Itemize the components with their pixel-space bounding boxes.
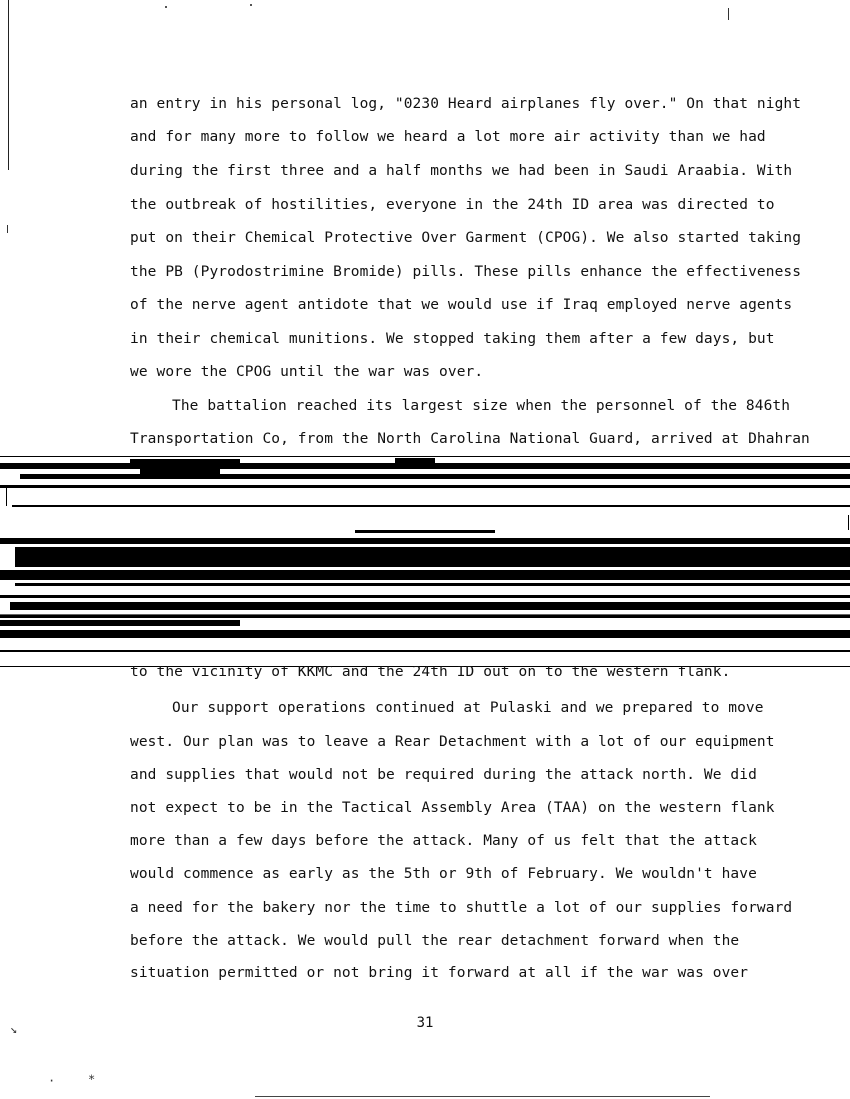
- scan-mark: [728, 8, 729, 20]
- text-line: during the first three and a half months we had been in Saudi Araabia. With: [130, 163, 793, 179]
- text-line: before the attack. We would pull the rear detachment forward when the: [130, 933, 740, 949]
- text-line: the PB (Pyrodostrimine Bromide) pills. These pills enhance the effectiveness: [130, 264, 802, 280]
- scan-speck: [250, 4, 252, 6]
- scan-corner-mark: ↘: [10, 1022, 18, 1036]
- body-text-partial: [130, 666, 790, 684]
- text-line: west. Our plan was to leave a Rear Detachment with a lot of our equipment: [130, 734, 775, 750]
- paragraph-start-line: The battalion reached its largest size when the personnel of the 846th: [172, 398, 791, 414]
- text-line: Transportation Co, from the North Carolina National Guard, arrived at Dhahran: [130, 431, 810, 447]
- page-number: 31: [416, 1015, 434, 1031]
- text-line: put on their Chemical Protective Over Garment (CPOG). We also started taking: [130, 230, 802, 246]
- scan-speck: ∗: [88, 1070, 96, 1084]
- text-line: more than a few days before the attack. Many of us felt that the attack: [130, 833, 757, 849]
- text-line: of the nerve agent antidote that we would use if Iraq employed nerve agents: [130, 297, 793, 313]
- text-line: an entry in his personal log, "0230 Heard airplanes fly over." On that night: [130, 96, 802, 112]
- text-line: and for many more to follow we heard a lot more air activity than we had: [130, 129, 766, 145]
- text-line: not expect to be in the Tactical Assembly Area (TAA) on the western flank: [130, 800, 775, 816]
- text-line: we wore the CPOG until the war was over.: [130, 364, 484, 380]
- text-line: would commence as early as the 5th or 9th of February. We wouldn't have: [130, 866, 757, 882]
- text-line: a need for the bakery nor the time to shuttle a lot of our supplies forward: [130, 900, 793, 916]
- scan-speck: [165, 6, 167, 8]
- text-line: and supplies that would not be required during the attack north. We did: [130, 767, 757, 783]
- scan-margin-line: [8, 0, 9, 170]
- text-line: situation permitted or not bring it forward at all if the war was over: [130, 965, 749, 981]
- scan-speck: ·: [48, 1074, 56, 1088]
- text-line: the outbreak of hostilities, everyone in the 24th ID area was directed to: [130, 197, 775, 213]
- text-line-cut: to the vicinity of KKMC and the 24th ID out on to the western flank.: [130, 666, 731, 680]
- paragraph-start-line: Our support operations continued at Pulaski and we prepared to move: [172, 700, 764, 716]
- scan-margin-tick: [7, 225, 8, 233]
- scan-bottom-rule: [255, 1096, 710, 1097]
- text-line: in their chemical munitions. We stopped taking them after a few days, but: [130, 331, 775, 347]
